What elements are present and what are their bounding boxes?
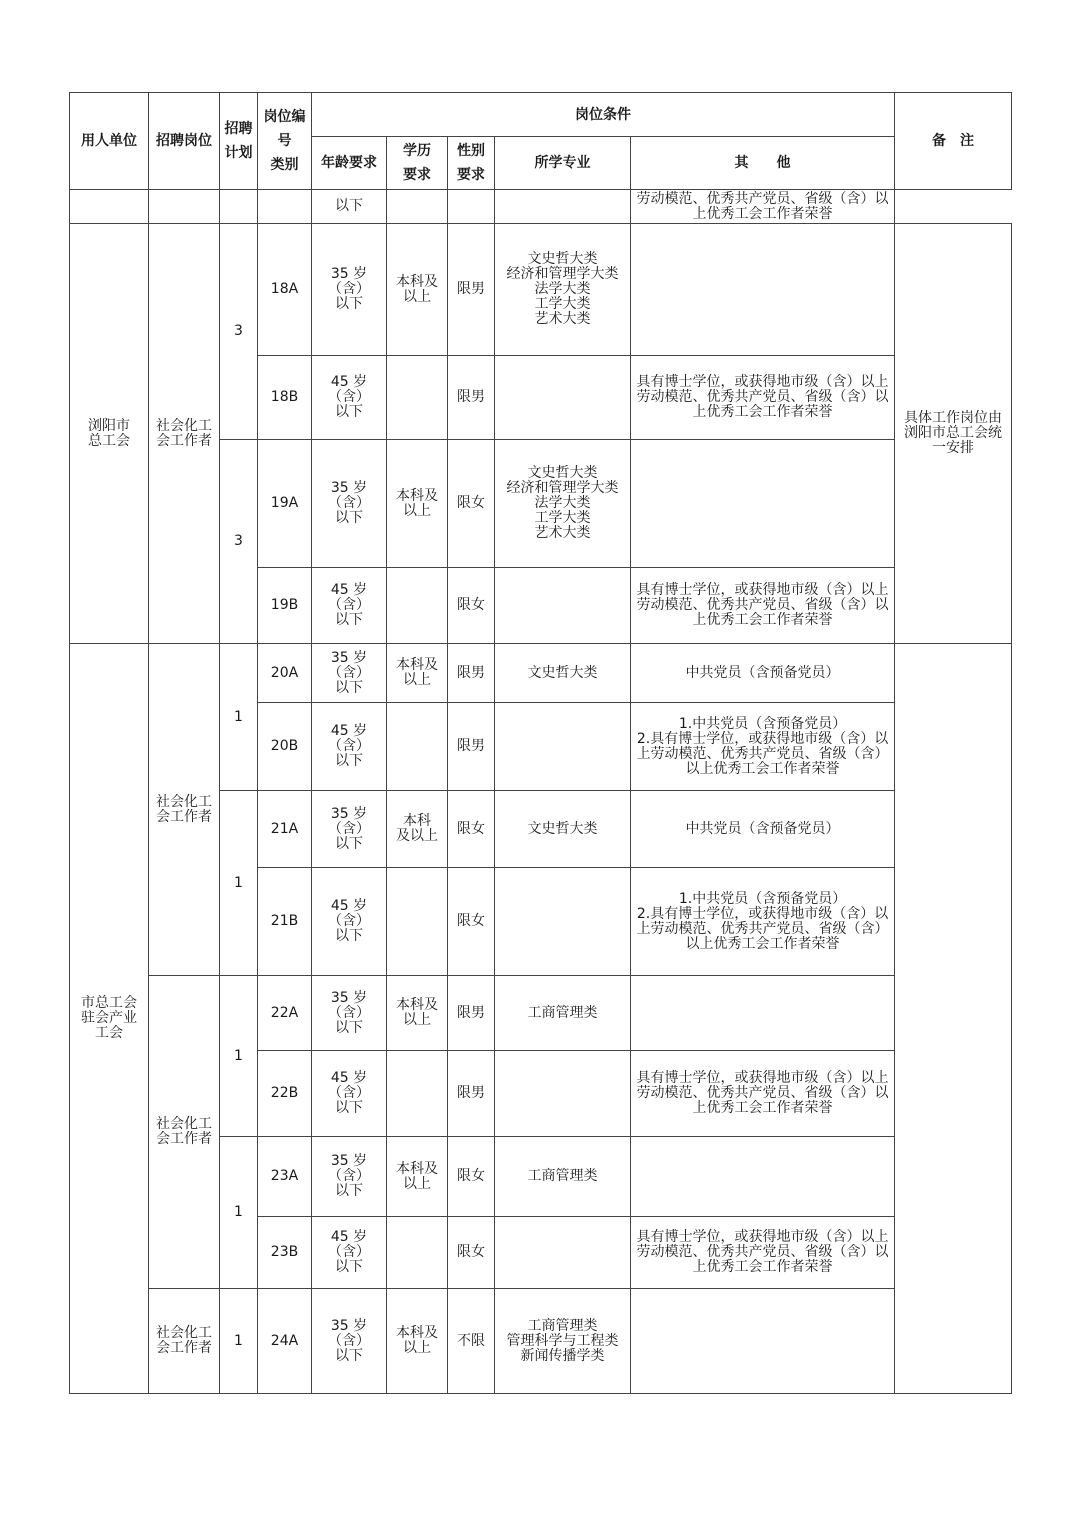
major-cell: 文史哲大类 经济和管理学大类 法学大类 工学大类 艺术大类 [495, 440, 631, 568]
plan-cell: 1 [220, 644, 258, 791]
other-cell: 具有博士学位，或获得地市级（含）以上 劳动模范、优秀共产党员、省级（含）以 上优秀工会工作者荣誉 [631, 1217, 895, 1289]
major-cell [495, 1217, 631, 1289]
remark-cell [895, 644, 1012, 1394]
unit-cell: 浏阳市 总工会 [70, 224, 149, 644]
code-cell: 20A [258, 644, 312, 703]
code-cell: 20B [258, 703, 312, 791]
cont-edu [387, 190, 448, 224]
gender-cell: 限男 [448, 224, 495, 356]
header-gender: 性别 要求 [448, 137, 495, 190]
code-cell: 24A [258, 1289, 312, 1394]
code-cell: 19A [258, 440, 312, 568]
code-cell: 19B [258, 568, 312, 644]
code-cell: 18A [258, 224, 312, 356]
education-cell [387, 703, 448, 791]
other-cell [631, 1137, 895, 1217]
table-row [70, 976, 1012, 1051]
plan-cell: 3 [220, 224, 258, 440]
code-cell: 22A [258, 976, 312, 1051]
gender-cell: 限女 [448, 868, 495, 976]
code-cell: 23A [258, 1137, 312, 1217]
other-cell [631, 440, 895, 568]
major-cell: 工商管理类 管理科学与工程类 新闻传播学类 [495, 1289, 631, 1394]
plan-cell: 1 [220, 976, 258, 1137]
gender-cell: 限女 [448, 1217, 495, 1289]
header-position: 招聘岗位 [149, 93, 220, 190]
age-cell: 35 岁（含） 以下 [312, 976, 387, 1051]
plan-cell: 1 [220, 791, 258, 976]
other-cell: 1.中共党员（含预备党员） 2.具有博士学位，或获得地市级（含）以 上劳动模范、优秀共产党员、省级（含） 以上优秀工会工作者荣誉 [631, 703, 895, 791]
other-cell [631, 976, 895, 1051]
major-cell [495, 356, 631, 440]
plan-cell: 3 [220, 440, 258, 644]
code-cell: 18B [258, 356, 312, 440]
header-education: 学历 要求 [387, 137, 448, 190]
plan-cell: 1 [220, 1137, 258, 1289]
other-cell [631, 1289, 895, 1394]
education-cell [387, 568, 448, 644]
position-cell: 社会化工 会工作者 [149, 224, 220, 644]
education-cell: 本科及 以上 [387, 440, 448, 568]
other-cell: 1.中共党员（含预备党员） 2.具有博士学位，或获得地市级（含）以 上劳动模范、优秀共产党员、省级（含） 以上优秀工会工作者荣誉 [631, 868, 895, 976]
gender-cell: 限女 [448, 440, 495, 568]
position-cell: 社会化工 会工作者 [149, 976, 220, 1289]
major-cell: 工商管理类 [495, 976, 631, 1051]
age-cell: 35 岁（含） 以下 [312, 1137, 387, 1217]
age-cell: 35 岁（含） 以下 [312, 1289, 387, 1394]
other-cell: 中共党员（含预备党员） [631, 791, 895, 868]
cont-major [495, 190, 631, 224]
continuation-row [70, 190, 1012, 224]
other-cell [631, 224, 895, 356]
age-cell: 45 岁（含） 以下 [312, 1051, 387, 1137]
age-cell: 35 岁（含） 以下 [312, 644, 387, 703]
education-cell [387, 1217, 448, 1289]
gender-cell: 限女 [448, 568, 495, 644]
age-cell: 45 岁（含） 以下 [312, 703, 387, 791]
cont-gender [448, 190, 495, 224]
cont-unit [70, 190, 149, 224]
header-code: 岗位编 号 类别 [258, 93, 312, 190]
education-cell: 本科及 以上 [387, 644, 448, 703]
gender-cell: 限男 [448, 703, 495, 791]
major-cell [495, 568, 631, 644]
plan-cell: 1 [220, 1289, 258, 1394]
cont-plan [220, 190, 258, 224]
age-cell: 45 岁（含） 以下 [312, 1217, 387, 1289]
cont-other: 劳动模范、优秀共产党员、省级（含）以 上优秀工会工作者荣誉 [631, 190, 895, 224]
table-row [70, 1289, 1012, 1394]
code-cell: 23B [258, 1217, 312, 1289]
major-cell: 文史哲大类 [495, 644, 631, 703]
position-cell: 社会化工 会工作者 [149, 644, 220, 976]
age-cell: 35 岁（含） 以下 [312, 440, 387, 568]
age-cell: 35 岁（含） 以下 [312, 224, 387, 356]
major-cell [495, 868, 631, 976]
gender-cell: 不限 [448, 1289, 495, 1394]
education-cell: 本科及 以上 [387, 1137, 448, 1217]
education-cell: 本科及 以上 [387, 1289, 448, 1394]
recruitment-table [69, 92, 1012, 1394]
education-cell: 本科 及以上 [387, 791, 448, 868]
major-cell [495, 703, 631, 791]
code-cell: 22B [258, 1051, 312, 1137]
code-cell: 21B [258, 868, 312, 976]
education-cell [387, 868, 448, 976]
header-row [70, 93, 1012, 137]
major-cell [495, 1051, 631, 1137]
gender-cell: 限女 [448, 791, 495, 868]
major-cell: 工商管理类 [495, 1137, 631, 1217]
cont-age: 以下 [312, 190, 387, 224]
gender-cell: 限男 [448, 1051, 495, 1137]
header-other: 其 他 [631, 137, 895, 190]
remark-cell: 具体工作岗位由 浏阳市总工会统 一安排 [895, 224, 1012, 644]
education-cell: 本科及 以上 [387, 224, 448, 356]
code-cell: 21A [258, 791, 312, 868]
gender-cell: 限女 [448, 1137, 495, 1217]
major-cell: 文史哲大类 经济和管理学大类 法学大类 工学大类 艺术大类 [495, 224, 631, 356]
education-cell: 本科及 以上 [387, 976, 448, 1051]
header-major: 所学专业 [495, 137, 631, 190]
age-cell: 45 岁（含） 以下 [312, 568, 387, 644]
gender-cell: 限男 [448, 356, 495, 440]
header-plan: 招聘 计划 [220, 93, 258, 190]
header-remark: 备 注 [895, 93, 1012, 190]
gender-cell: 限男 [448, 644, 495, 703]
education-cell [387, 1051, 448, 1137]
header-age: 年龄要求 [312, 137, 387, 190]
cont-code [258, 190, 312, 224]
table-row [70, 224, 1012, 356]
other-cell: 具有博士学位，或获得地市级（含）以上 劳动模范、优秀共产党员、省级（含）以 上优秀工会工作者荣誉 [631, 356, 895, 440]
major-cell: 文史哲大类 [495, 791, 631, 868]
table-row [70, 644, 1012, 703]
age-cell: 45 岁（含） 以下 [312, 356, 387, 440]
education-cell [387, 356, 448, 440]
header-conditions: 岗位条件 [312, 93, 895, 137]
other-cell: 具有博士学位，或获得地市级（含）以上 劳动模范、优秀共产党员、省级（含）以 上优秀工会工作者荣誉 [631, 568, 895, 644]
gender-cell: 限男 [448, 976, 495, 1051]
unit-cell: 市总工会 驻会产业 工会 [70, 644, 149, 1394]
age-cell: 45 岁（含） 以下 [312, 868, 387, 976]
header-unit: 用人单位 [70, 93, 149, 190]
age-cell: 35 岁（含） 以下 [312, 791, 387, 868]
other-cell: 具有博士学位，或获得地市级（含）以上 劳动模范、优秀共产党员、省级（含）以 上优秀工会工作者荣誉 [631, 1051, 895, 1137]
other-cell: 中共党员（含预备党员） [631, 644, 895, 703]
cont-position [149, 190, 220, 224]
position-cell: 社会化工 会工作者 [149, 1289, 220, 1394]
